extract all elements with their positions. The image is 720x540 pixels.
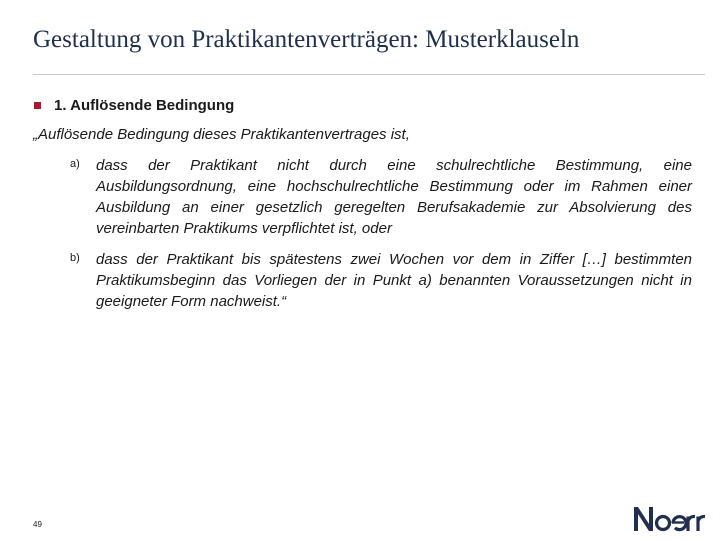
- bullet-heading-row: [34, 97, 234, 114]
- clause-letter: a): [70, 158, 80, 170]
- clause-letter: b): [70, 252, 80, 264]
- clause-item-b: [70, 249, 692, 312]
- noerr-logo: [632, 502, 708, 534]
- clause-text: dass der Praktikant nicht durch eine schulrechtliche Bestimmung, eine Ausbildungsordnung, eine hochschulrechtliche Bestimmung oder im Rahmen einer Ausbildung an einer gesetzlich geregelten Berufsakademie zur Absolvierung des vereinbarten Praktikums verpflichtet ist, oder: [96, 157, 692, 237]
- clause-item-a: [70, 155, 692, 239]
- bullet-square-icon: [34, 102, 41, 109]
- intro-text: „Auflösende Bedingung dieses Praktikantenvertrages ist,: [33, 126, 410, 143]
- clause-text: dass der Praktikant bis spätestens zwei Wochen vor dem in Ziffer […] bestimmten Praktikumsbeginn das Vorliegen der in Punkt a) benannten Voraussetzungen nicht in geeigneter Form nachweist.“: [96, 251, 692, 310]
- title-divider: [33, 74, 705, 75]
- slide-title: Gestaltung von Praktikantenverträgen: Musterklauseln: [33, 26, 580, 53]
- section-heading: 1. Auflösende Bedingung: [54, 97, 235, 114]
- page-number: 49: [33, 520, 42, 529]
